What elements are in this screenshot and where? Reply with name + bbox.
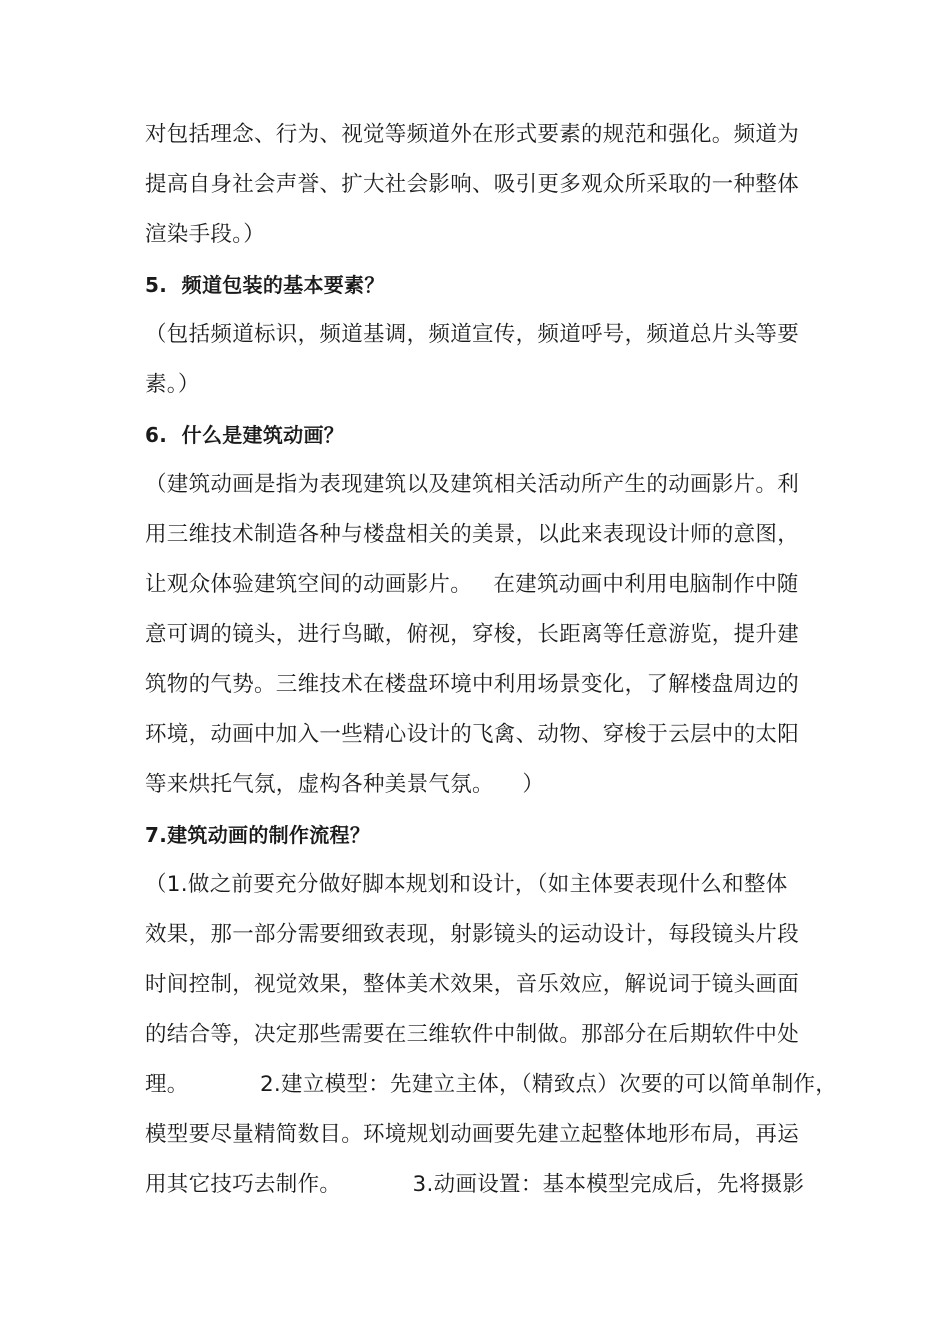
- text-line: （1.做之前要充分做好脚本规划和设计，（如主体要表现什么和整体: [145, 872, 788, 897]
- question-heading: 5. 频道包装的基本要素？: [145, 273, 385, 297]
- text-line: 让观众体验建筑空间的动画影片。 在建筑动画中利用电脑制作中随: [145, 572, 799, 597]
- text-line: 素。）: [145, 372, 200, 397]
- text-line: 筑物的气势。三维技术在楼盘环境中利用场景变化，了解楼盘周边的: [145, 672, 800, 697]
- text-line: 渲染手段。）: [145, 222, 266, 247]
- text-line: 时间控制，视觉效果，整体美术效果，音乐效应，解说词于镜头画面: [145, 972, 800, 997]
- text-line: 环境，动画中加入一些精心设计的飞禽、动物、穿梭于云层中的太阳: [145, 722, 800, 747]
- text-line: 等来烘托气氛，虚构各种美景气氛。 ）: [145, 772, 545, 797]
- text-line: 模型要尽量精简数目。环境规划动画要先建立起整体地形布局，再运: [145, 1122, 800, 1147]
- text-line: 对包括理念、行为、视觉等频道外在形式要素的规范和强化。频道为: [145, 122, 800, 147]
- text-line: 理。 2.建立模型：先建立主体，（精致点）次要的可以简单制作，: [145, 1072, 838, 1097]
- text-line: 用其它技巧去制作。 3.动画设置：基本模型完成后，先将摄影: [145, 1172, 805, 1197]
- text-line: （包括频道标识，频道基调，频道宣传，频道呼号，频道总片头等要: [145, 322, 800, 347]
- question-heading: 7.建筑动画的制作流程？: [145, 823, 371, 847]
- text-line: 的结合等，决定那些需要在三维软件中制做。那部分在后期软件中处: [145, 1022, 800, 1047]
- question-heading: 6. 什么是建筑动画？: [145, 423, 345, 447]
- text-line: 意可调的镜头，进行鸟瞰，俯视，穿梭，长距离等任意游览，提升建: [145, 622, 800, 647]
- text-line: 用三维技术制造各种与楼盘相关的美景，以此来表现设计师的意图，: [145, 522, 800, 547]
- document-page: [145, 110, 838, 1210]
- text-line: 效果，那一部分需要细致表现，射影镜头的运动设计，每段镜头片段: [145, 922, 800, 947]
- text-line: （建筑动画是指为表现建筑以及建筑相关活动所产生的动画影片。利: [145, 472, 800, 497]
- text-line: 提高自身社会声誉、扩大社会影响、吸引更多观众所采取的一种整体: [145, 172, 800, 197]
